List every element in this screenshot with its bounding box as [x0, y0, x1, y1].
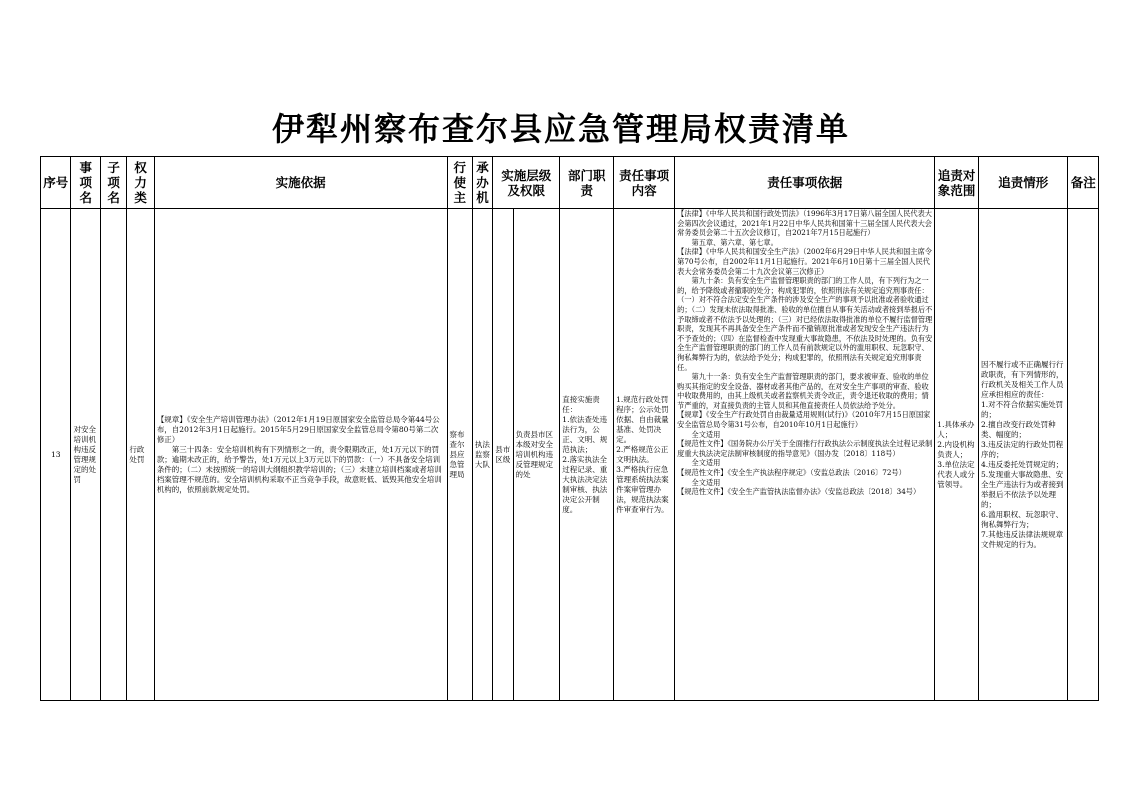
header-row	[41, 157, 1099, 209]
table-row	[41, 209, 1099, 701]
header-duty-content: 责任事项内容	[614, 157, 675, 209]
cell-seq: 13	[41, 209, 71, 701]
header-sub-item-name: 子项名	[100, 157, 126, 209]
cell-situation: 因不履行或不正确履行行政职责，有下列情形的，行政机关及相关工作人员应承担相应的责任： 1.对不符合依据实施处罚的； 2.擅自改变行政处罚种类、幅度的； 3.违反法定的行政处罚程序的； 4.违反委托处罚规定的； 5.发现重大事故隐患、安全生产违法行为或者接到举报后不依法予以处理的； 6.滥用职权、玩忽职守、徇私舞弊行为； 7.其他违反法律法规规章文件规定的行为。	[978, 209, 1067, 701]
duty-list-table	[40, 156, 1099, 701]
header-basis: 实施依据	[154, 157, 447, 209]
cell-duty-content: 1.规范行政处罚程序；公示处罚依据、自由裁量基准、处罚决定。 2.严格规范公正文明执法。 3.严格执行应急管理系统执法案件案审管理办法，规范执法案件审查审行为。	[614, 209, 675, 701]
header-item-name: 事项名	[71, 157, 100, 209]
header-subject: 行使主	[447, 157, 472, 209]
header-seq: 序号	[41, 157, 71, 209]
cell-level-a: 县市区级	[493, 209, 513, 701]
cell-basis: 【规章】《安全生产培训管理办法》（2012年1月19日原国家安全监管总局令第44号公布，自2012年3月1日起施行。2015年5月29日原国家安全监管总局令第80号第二次修正） 第三十四条：安全培训机构有下列情形之一的，责令限期改正，处1万元以下的罚款；逾期未改正的，给予警告，处1万元以上3万元以下的罚款：（一）不具备安全培训条件的；（二）未按照统一的培训大纲组织教学培训的；（三）未建立培训档案或者培训档案管理不规范的。安全培训机构采取不正当竞争手段，故意贬低、诋毁其他安全培训机构的，依照前款规定处罚。	[154, 209, 447, 701]
header-level: 实施层级及权限	[493, 157, 560, 209]
header-remark: 备注	[1068, 157, 1099, 209]
header-duty-basis: 责任事项依据	[675, 157, 935, 209]
header-dept-duty: 部门职责	[560, 157, 614, 209]
cell-dept-duty: 直接实施责任： 1.依法查处违法行为，公正、文明、规范执法； 2.落实执法全过程记录、重大执法决定法制审核、执法决定公开制度。	[560, 209, 614, 701]
cell-subject: 察布查尔县应急管理局	[447, 209, 472, 701]
cell-remark	[1068, 209, 1099, 701]
header-undertaking: 承办机	[472, 157, 492, 209]
cell-scope: 1.具体承办人； 2.内设机构负责人； 3.单位法定代表人或分管领导。	[935, 209, 979, 701]
header-situation: 追责情形	[978, 157, 1067, 209]
header-scope: 追责对象范围	[935, 157, 979, 209]
cell-duty-basis: 【法律】《中华人民共和国行政处罚法》（1996年3月17日第八届全国人民代表大会第四次会议通过，2021年1月22日中华人民共和国第十三届全国人民代表大会常务委员会第二十五次会议修订，自2021年7月15日起施行） 第五章、第六章、第七章。 【法律】《中华人民共和国安全生产法》（2002年6月29日中华人民共和国主席令第70号公布，自2002年11月1日起施行。2021年6月10日第十三届全国人民代表大会常务委员会第二十九次会议第三次修正） 第九十条：负有安全生产监督管理职责的部门的工作人员，有下列行为之一的，给予降级或者撤职的处分；构成犯罪的，依照刑法有关规定追究刑事责任：（一）对不符合法定安全生产条件的涉及安全生产的事项予以批准或者验收通过的；（二）发现未依法取得批准、验收的单位擅自从事有关活动或者接到举报后不予取缔或者不依法予以处理的；（三）对已经依法取得批准的单位不履行监督管理职责，发现其不再具备安全生产条件而不撤销原批准或者发现安全生产违法行为不予查处的；（四）在监督检查中发现重大事故隐患，不依法及时处理的。负有安全生产监督管理职责的部门的工作人员有前款规定以外的滥用职权、玩忽职守、徇私舞弊行为的，依法给予处分；构成犯罪的，依照刑法有关规定追究刑事责任。 第九十一条：负有安全生产监督管理职责的部门，要求被审查、验收的单位购买其指定的安全设备、器材或者其他产品的，在对安全生产事项的审查、验收中收取费用的，由其上级机关或者监察机关责令改正，责令退还收取的费用；情节严重的，对直接负责的主管人员和其他直接责任人员依法给予处分。 【规章】《安全生产行政处罚自由裁量适用规则(试行)》（2010年7月15日原国家安全监管总局令第31号公布，自2010年10月1日起施行） 全文适用 【规范性文件】《国务院办公厅关于全面推行行政执法公示制度执法全过程记录制度重大执法决定法制审核制度的指导意见》（国办发〔2018〕118号） 全文适用 【规范性文件】《安全生产执法程序规定》（安监总政法〔2016〕72号） 全文适用 【规范性文件】《安全生产监管执法监督办法》（安监总政法〔2018〕34号）	[675, 209, 935, 701]
cell-undertaking: 执法监察大队	[472, 209, 492, 701]
header-power-type: 权力类	[127, 157, 154, 209]
cell-level-b: 负责县市区本级对安全培训机构违反管理规定的处	[513, 209, 560, 701]
cell-power-type: 行政处罚	[127, 209, 154, 701]
document-title: 伊犁州察布查尔县应急管理局权责清单	[271, 110, 850, 148]
cell-sub-item-name	[100, 209, 126, 701]
cell-item-name: 对安全培训机构违反管理规定的处罚	[71, 209, 100, 701]
